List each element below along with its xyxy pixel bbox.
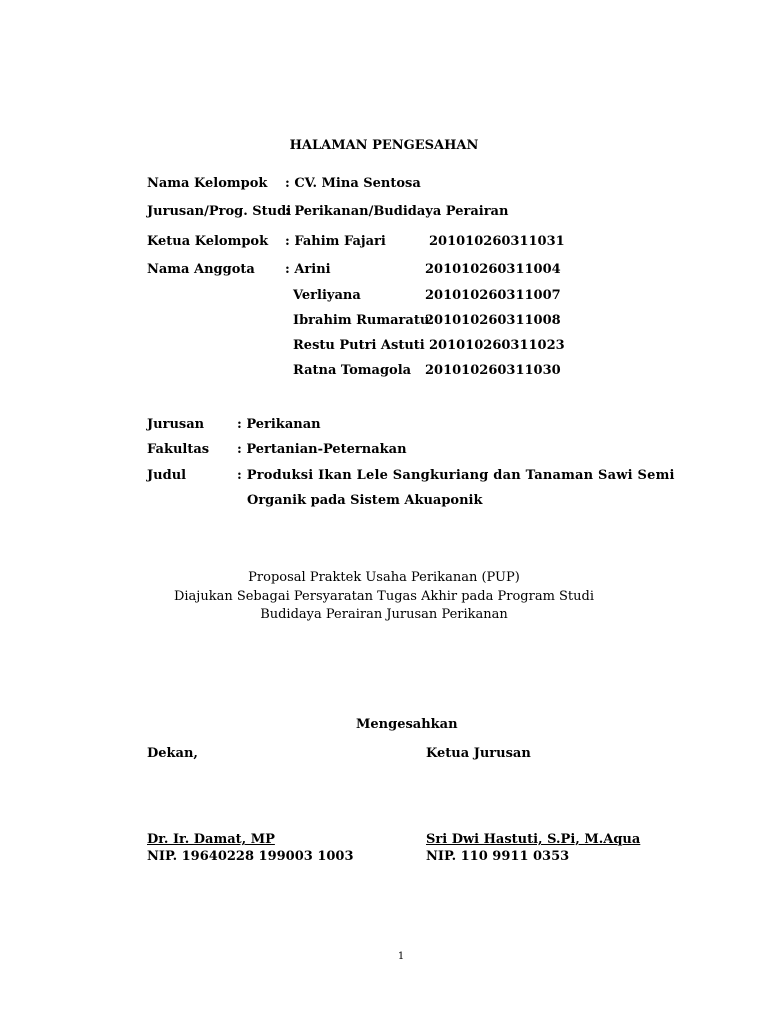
member-name: Verliyana <box>293 288 361 303</box>
proposal-line-2: Diajukan Sebagai Persyaratan Tugas Akhir pada Program Studi <box>173 589 595 604</box>
member-nim: 201010260311004 <box>425 262 561 277</box>
member-name: Ratna Tomagola <box>293 363 412 378</box>
member-nim: 201010260311008 <box>425 313 561 328</box>
ketua-jurusan-name: Sri Dwi Hastuti, S.Pi, M.Aqua <box>426 832 641 847</box>
approval-heading: Mengesahkan <box>356 717 458 732</box>
page-number: 1 <box>397 951 405 962</box>
ketua-jurusan-role: Ketua Jurusan <box>426 746 531 761</box>
member-name: Ibrahim Rumaratu <box>293 313 430 328</box>
proposal-line-1: Proposal Praktek Usaha Perikanan (PUP) <box>248 570 520 585</box>
ketua-jurusan-nip: NIP. 110 9911 0353 <box>426 849 570 864</box>
fakultas-value: : Pertanian-Peternakan <box>237 442 407 457</box>
proposal-line-3: Budidaya Perairan Jurusan Perikanan <box>260 607 508 622</box>
fakultas-label: Fakultas <box>147 442 210 457</box>
member-nim: 201010260311023 <box>429 338 565 353</box>
anggota-label: Nama Anggota <box>147 262 255 277</box>
jurusan-value: : Perikanan <box>237 417 321 432</box>
dekan-nip: NIP. 19640228 199003 1003 <box>147 849 354 864</box>
nama-kelompok-label: Nama Kelompok <box>147 176 268 191</box>
judul-line-1: : Produksi Ikan Lele Sangkuriang dan Tanaman Sawi Semi <box>237 468 675 483</box>
ketua-value: : Fahim Fajari <box>285 234 386 249</box>
jurusan-prog-label: Jurusan/Prog. Studi <box>147 204 292 219</box>
judul-line-2: Organik pada Sistem Akuaponik <box>247 493 483 508</box>
ketua-nim: 201010260311031 <box>429 234 565 249</box>
member-name: Restu Putri Astuti <box>293 338 425 353</box>
member-nim: 201010260311030 <box>425 363 561 378</box>
dekan-role: Dekan, <box>147 746 198 761</box>
judul-label: Judul <box>147 468 187 483</box>
jurusan-prog-value: : Perikanan/Budidaya Perairan <box>285 204 509 219</box>
member-nim: 201010260311007 <box>425 288 561 303</box>
jurusan-label: Jurusan <box>147 417 205 432</box>
dekan-name: Dr. Ir. Damat, MP <box>147 832 275 847</box>
ketua-label: Ketua Kelompok <box>147 234 269 249</box>
page-title: HALAMAN PENGESAHAN <box>289 138 479 153</box>
nama-kelompok-value: : CV. Mina Sentosa <box>285 176 421 191</box>
member-name: : Arini <box>285 262 331 277</box>
